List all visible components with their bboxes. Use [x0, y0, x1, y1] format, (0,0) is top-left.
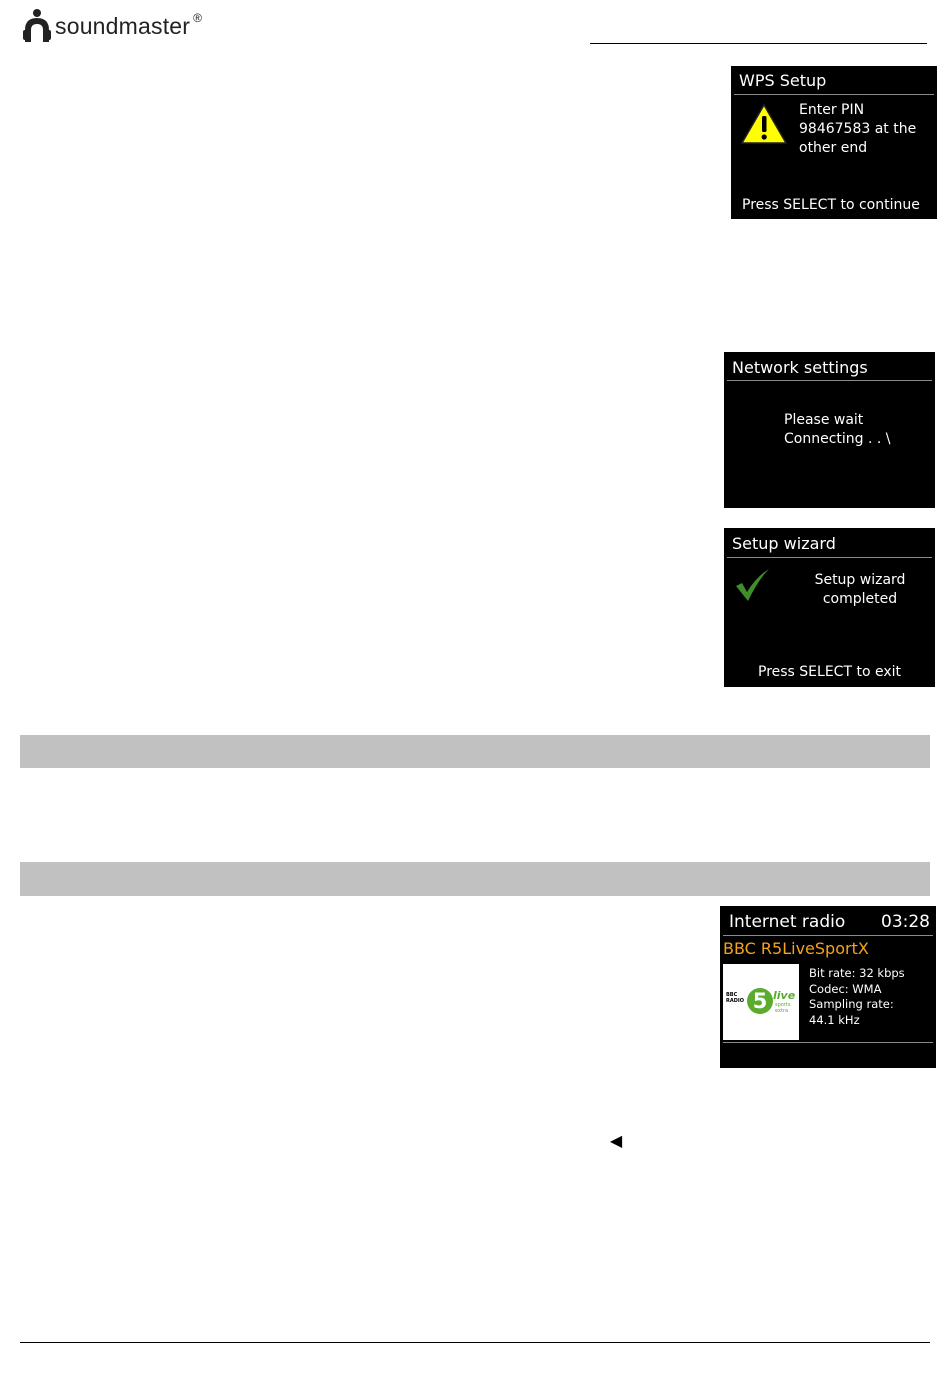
section-heading-band	[20, 735, 930, 768]
headphone-person-icon	[22, 8, 52, 44]
stream-details	[809, 966, 905, 1028]
brand-name: soundmaster	[55, 12, 191, 39]
section-heading-band	[20, 862, 930, 896]
five-live-number: 5	[747, 988, 773, 1014]
message-line: Enter PIN	[799, 102, 865, 118]
brand-logo	[22, 8, 202, 44]
detail-line: Bit rate: 32 kbps	[809, 966, 905, 980]
checkmark-icon	[734, 568, 772, 602]
screen-title: Setup wizard	[732, 534, 836, 553]
screen-footer: Press SELECT to continue	[742, 197, 920, 213]
bottom-divider	[723, 1042, 933, 1043]
station-name: BBC R5LiveSportX	[723, 939, 869, 958]
extra-text: extra	[775, 1008, 789, 1014]
connecting-message	[784, 411, 891, 449]
message-line: completed	[822, 591, 898, 607]
network-settings-screen	[724, 352, 935, 508]
radio-text: RADIO	[726, 998, 744, 1004]
setup-wizard-screen	[724, 528, 935, 687]
screen-title: WPS Setup	[739, 71, 827, 90]
message-line: Connecting . . \	[784, 431, 891, 447]
message-line: 98467583 at the	[799, 121, 917, 137]
message-line: Please wait	[784, 412, 864, 428]
footer-rule	[20, 1342, 930, 1343]
wps-setup-screen	[731, 66, 937, 219]
screen-title: Internet radio	[729, 912, 846, 932]
warning-triangle-icon	[740, 103, 788, 145]
station-logo	[723, 964, 799, 1040]
detail-line: Sampling rate:	[809, 997, 894, 1011]
play-back-icon: ◀	[609, 1131, 623, 1150]
sports-extra-text	[775, 1002, 790, 1014]
clock-time: 03:28	[881, 912, 930, 932]
title-divider	[727, 557, 932, 558]
detail-line: 44.1 kHz	[809, 1012, 860, 1027]
title-divider	[727, 380, 932, 381]
bbc-text: BBC	[726, 992, 738, 998]
pin-message	[799, 101, 916, 158]
message-line: Setup wizard	[814, 572, 906, 588]
detail-line: Codec: WMA	[809, 981, 882, 996]
completed-message	[802, 571, 918, 609]
header-rule	[590, 43, 927, 44]
title-divider	[723, 935, 933, 936]
screen-footer: Press SELECT to exit	[758, 664, 901, 680]
screen-title: Network settings	[732, 358, 868, 377]
title-divider	[734, 94, 934, 95]
internet-radio-screen	[720, 906, 936, 1068]
message-line: other end	[799, 140, 868, 156]
sports-text: sports	[775, 1002, 791, 1008]
bbc-radio-mark	[726, 992, 744, 1004]
five-live-word: live	[773, 989, 796, 1002]
registered-mark: ®	[193, 11, 203, 25]
